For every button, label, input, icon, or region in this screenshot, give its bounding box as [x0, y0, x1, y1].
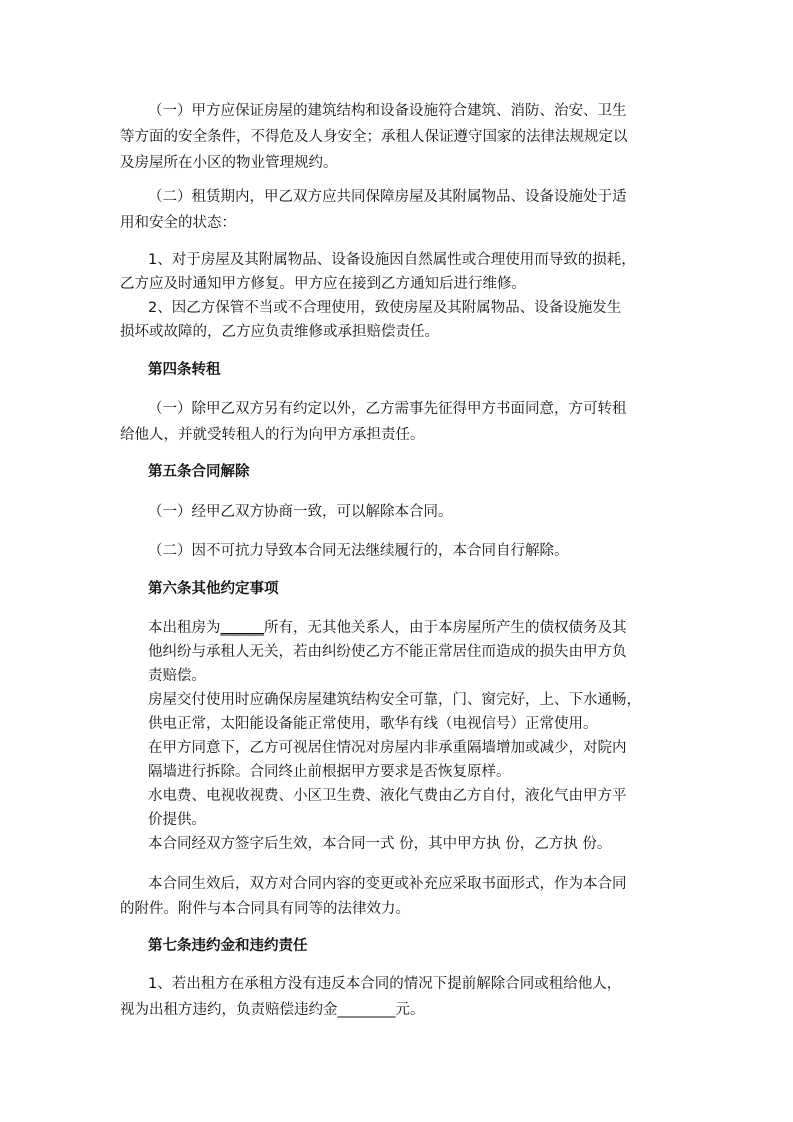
article-6-para-f-line-2: 的附件。附件与本合同具有同等的法律效力。: [120, 901, 410, 917]
article-7-clause-1-line-1: 1、若出租方在承租方没有违反本合同的情况下提前解除合同或租给他人，: [148, 976, 622, 992]
article-6-para-b-line-1: 房屋交付使用时应确保房屋建筑结构安全可靠，门、窗完好，上、下水通畅，: [148, 692, 641, 708]
article-6-para-a-line-1: [148, 618, 627, 638]
clause-3-1-line-1: （一）甲方应保证房屋的建筑结构和设备设施符合建筑、消防、治安、卫生: [148, 103, 627, 119]
clause-3-2-item-2-line-2: 损坏或故障的，乙方应负责维修或承担赔偿责任。: [120, 324, 439, 340]
clause-3-2-item-2-line-1: 2、因乙方保管不当或不合理使用，致使房屋及其附属物品、设备设施发生: [148, 300, 622, 316]
article-5-clause-1: （一）经甲乙双方协商一致，可以解除本合同。: [148, 504, 453, 520]
article-5-clause-2: （二）因不可抗力导致本合同无法继续履行的，本合同自行解除。: [148, 543, 569, 559]
clause-3-2-line-1: （二）租赁期内，甲乙双方应共同保障房屋及其附属物品、设备设施处于适: [148, 189, 627, 205]
article-4-heading: 第四条转租: [148, 362, 221, 378]
article-6-para-d-line-2: 价提供。: [148, 812, 206, 828]
article-6-heading: 第六条其他约定事项: [148, 581, 279, 597]
article-7-clause-1-line-2: 视为出租方违约，负责赔偿违约金________元。: [120, 1002, 425, 1018]
clause-3-2-item-1-line-1: 1、对于房屋及其附属物品、设备设施因自然属性或合理使用而导致的损耗，: [148, 252, 636, 268]
article-4-clause-1-line-1: （一）除甲乙双方另有约定以外，乙方需事先征得甲方书面同意，方可转租: [148, 401, 627, 417]
clause-3-1-line-3: 及房屋所在小区的物业管理规约。: [120, 155, 338, 171]
article-6-para-b-line-2: 供电正常，太阳能设备能正常使用，歌华有线（电视信号）正常使用。: [148, 716, 598, 732]
clause-3-2-item-1-line-2: 乙方应及时通知甲方修复。甲方应在接到乙方通知后进行维修。: [120, 276, 526, 292]
owner-blank-field: ______: [220, 620, 264, 636]
article-4-clause-1-line-2: 给他人，并就受转租人的行为向甲方承担责任。: [120, 427, 425, 443]
article-6-para-a-suffix: 所有，无其他关系人，由于本房屋所产生的债权债务及其: [264, 620, 627, 636]
article-6-para-a-line-2: 他纠纷与承租人无关，若由纠纷使乙方不能正常居住而造成的损失由甲方负: [148, 644, 627, 660]
article-6-para-d-line-1: 水电费、电视收视费、小区卫生费、液化气费由乙方自付，液化气由甲方平: [148, 788, 627, 804]
article-6-para-f-line-1: 本合同生效后，双方对合同内容的变更或补充应采取书面形式，作为本合同: [148, 876, 627, 892]
article-5-heading: 第五条合同解除: [148, 464, 250, 480]
article-6-para-c-line-2: 隔墙进行拆除。合同终止前根据甲方要求是否恢复原样。: [148, 764, 511, 780]
article-6-para-e: 本合同经双方签字后生效，本合同一式 份，其中甲方执 份，乙方执 份。: [148, 836, 612, 852]
article-6-para-a-prefix: 本出租房为: [148, 620, 221, 636]
article-6-para-c-line-1: 在甲方同意下，乙方可视居住情况对房屋内非承重隔墙增加或减少，对院内: [148, 740, 627, 756]
article-7-heading: 第七条违约金和违约责任: [148, 938, 308, 954]
article-6-para-a-line-3: 责赔偿。: [148, 668, 206, 684]
clause-3-1-line-2: 等方面的安全条件，不得危及人身安全；承租人保证遵守国家的法律法规规定以: [120, 129, 628, 145]
clause-3-2-line-2: 用和安全的状态：: [120, 215, 236, 231]
